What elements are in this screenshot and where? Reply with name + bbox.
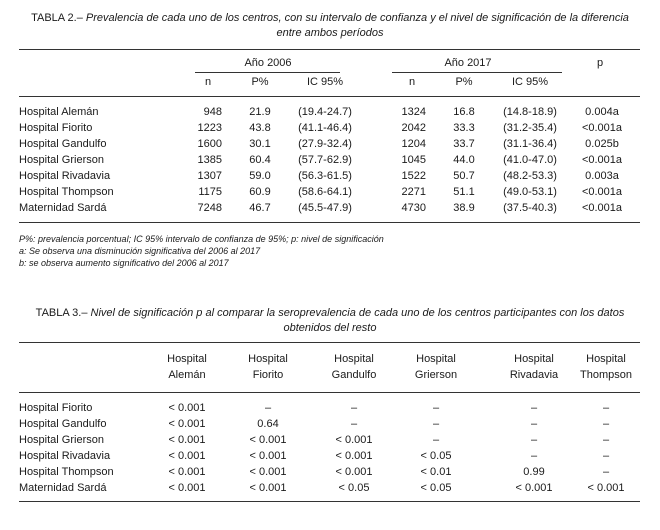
table3-cell: – bbox=[350, 402, 358, 414]
table2-cell-ic2: (41.0-47.0) bbox=[503, 154, 557, 166]
table3-cell: < 0.001 bbox=[249, 434, 287, 446]
table2-note-legend: P%: prevalencia porcentual; IC 95% intervalo de confianza de 95%; p: nivel de significación bbox=[19, 234, 384, 244]
table2-cell-ic2: (49.0-53.1) bbox=[503, 186, 557, 198]
table2-cell-p2: 38.9 bbox=[453, 202, 475, 214]
table2-cell-name: Hospital Fiorito bbox=[19, 122, 93, 134]
table2-cell-name: Hospital Gandulfo bbox=[19, 138, 107, 150]
table2-sub-n-2006: n bbox=[204, 76, 212, 88]
table2-cell-name: Hospital Rivadavia bbox=[19, 170, 111, 182]
table2-note-b: b: se observa aumento significativo del 2006 al 2017 bbox=[19, 258, 229, 268]
table2-cell-ic2: (14.8-18.9) bbox=[503, 106, 557, 118]
table3-header-rule bbox=[19, 392, 640, 393]
table2-cell-n1: 7248 bbox=[197, 202, 222, 214]
table3-cell: 0.99 bbox=[523, 466, 545, 478]
table2-cell-n2: 4730 bbox=[401, 202, 426, 214]
table3-cell: < 0.001 bbox=[168, 418, 206, 430]
table3-caption-line2 bbox=[0, 321, 660, 336]
table3-col-header-line1: Hospital bbox=[514, 353, 554, 365]
table2-sub-ic-2006: IC 95% bbox=[306, 76, 344, 88]
table2-cell-ic2: (31.1-36.4) bbox=[503, 138, 557, 150]
table2-cell-name: Hospital Thompson bbox=[19, 186, 114, 198]
table2-cell-ic1: (58.6-64.1) bbox=[298, 186, 352, 198]
table3-cell: < 0.001 bbox=[168, 482, 206, 494]
table3-col-header-line2: Grierson bbox=[414, 369, 458, 381]
table3-col-header-line1: Hospital bbox=[586, 353, 626, 365]
table3-col-header-line2: Gandulfo bbox=[331, 369, 377, 381]
table3-col-header-line1: Hospital bbox=[167, 353, 207, 365]
table3-cell: – bbox=[530, 402, 538, 414]
table2-cell-ic1: (57.7-62.9) bbox=[298, 154, 352, 166]
table3-cell: – bbox=[602, 418, 610, 430]
table3-title-line1: Nivel de significación p al comparar la seroprevalencia de cada uno de los centros participantes con los datos bbox=[90, 307, 625, 319]
table3-col-header-line1: Hospital bbox=[416, 353, 456, 365]
table3-row-label: Hospital Fiorito bbox=[19, 402, 93, 414]
table2-cell-p2: 44.0 bbox=[453, 154, 475, 166]
table2-cell-p: <0.001a bbox=[581, 122, 623, 134]
table2-cell-n1: 1223 bbox=[197, 122, 222, 134]
table3-cell: < 0.05 bbox=[420, 450, 452, 462]
table3-row-label: Hospital Grierson bbox=[19, 434, 104, 446]
table3-cell: – bbox=[530, 434, 538, 446]
table2-caption-line2 bbox=[0, 26, 660, 41]
table3-row-label: Hospital Rivadavia bbox=[19, 450, 111, 462]
table2-cell-p1: 60.9 bbox=[249, 186, 271, 198]
table2-cell-name: Hospital Grierson bbox=[19, 154, 104, 166]
table2-cell-p: 0.003a bbox=[585, 170, 619, 182]
table3-col-header-line2: Alemán bbox=[168, 369, 206, 381]
table2-sub-ic-2017: IC 95% bbox=[511, 76, 549, 88]
table3-cell: < 0.001 bbox=[335, 450, 373, 462]
table2-cell-n1: 1175 bbox=[198, 186, 222, 198]
table2-cell-ic2: (48.2-53.3) bbox=[503, 170, 557, 182]
table2-cell-name: Maternidad Sardá bbox=[19, 202, 107, 214]
table2-cell-p1: 46.7 bbox=[249, 202, 271, 214]
table2-title-line1: Prevalencia de cada uno de los centros, con su intervalo de confianza y el nivel de significación de la diferencia bbox=[85, 12, 629, 24]
table3-cell: 0.64 bbox=[257, 418, 279, 430]
table2-col-p: p bbox=[596, 57, 604, 69]
table3-label: TABLA 3.– bbox=[35, 307, 88, 319]
table2-cell-p2: 33.3 bbox=[453, 122, 475, 134]
table2-cell-p: <0.001a bbox=[581, 186, 623, 198]
table2-cell-p: <0.001a bbox=[581, 202, 623, 214]
table2-cell-p: 0.004a bbox=[585, 106, 619, 118]
table2-bottom-rule bbox=[19, 222, 640, 223]
table2-2017-underline bbox=[392, 72, 562, 73]
table2-cell-p2: 33.7 bbox=[453, 138, 475, 150]
table3-cell: < 0.001 bbox=[249, 482, 287, 494]
table3-cell: – bbox=[602, 402, 610, 414]
table2-note-a: a: Se observa una disminución significativa del 2006 al 2017 bbox=[19, 246, 261, 256]
table2-cell-p2: 16.8 bbox=[453, 106, 475, 118]
table2-cell-ic1: (19.4-24.7) bbox=[298, 106, 352, 118]
table2-caption bbox=[0, 11, 660, 26]
table3-cell: < 0.001 bbox=[587, 482, 625, 494]
table3-cell: < 0.001 bbox=[335, 466, 373, 478]
table3-cell: – bbox=[602, 450, 610, 462]
table2-cell-n2: 1522 bbox=[401, 170, 426, 182]
table2-cell-p1: 21.9 bbox=[249, 106, 271, 118]
table2-cell-ic1: (45.5-47.9) bbox=[298, 202, 352, 214]
table2-cell-n2: 2042 bbox=[401, 122, 426, 134]
table2-title-line2: entre ambos períodos bbox=[276, 27, 384, 39]
table2-cell-ic1: (41.1-46.4) bbox=[298, 122, 352, 134]
table3-cell: – bbox=[530, 450, 538, 462]
table3-row-label: Hospital Thompson bbox=[19, 466, 114, 478]
table2-header-rule bbox=[19, 96, 640, 97]
table3-row-label: Hospital Gandulfo bbox=[19, 418, 107, 430]
table2-cell-p1: 30.1 bbox=[249, 138, 271, 150]
table3-cell: – bbox=[350, 418, 358, 430]
table2-cell-p1: 43.8 bbox=[249, 122, 271, 134]
table2-cell-n1: 948 bbox=[203, 106, 222, 118]
table3-bottom-rule bbox=[19, 501, 640, 502]
table3-cell: < 0.001 bbox=[168, 450, 206, 462]
table2-sub-n-2017: n bbox=[408, 76, 416, 88]
table3-caption bbox=[0, 306, 660, 321]
table3-cell: < 0.001 bbox=[335, 434, 373, 446]
table3-cell: – bbox=[432, 418, 440, 430]
table2-cell-p: <0.001a bbox=[581, 154, 623, 166]
table3-cell: – bbox=[432, 434, 440, 446]
table2-cell-name: Hospital Alemán bbox=[19, 106, 99, 118]
table2-cell-n1: 1600 bbox=[197, 138, 222, 150]
table2-cell-n2: 2271 bbox=[401, 186, 426, 198]
table3-cell: < 0.001 bbox=[168, 402, 206, 414]
table3-cell: – bbox=[530, 418, 538, 430]
table2-cell-ic1: (27.9-32.4) bbox=[298, 138, 352, 150]
table2-cell-p1: 59.0 bbox=[249, 170, 271, 182]
table2-cell-p2: 51.1 bbox=[453, 186, 475, 198]
table3-col-header-line2: Thompson bbox=[580, 369, 632, 381]
table2-label: TABLA 2.– bbox=[31, 12, 83, 24]
table3-cell: – bbox=[432, 402, 440, 414]
table3-cell: < 0.001 bbox=[168, 466, 206, 478]
table2-cell-n2: 1045 bbox=[401, 154, 426, 166]
table3-cell: < 0.001 bbox=[168, 434, 206, 446]
table3-cell: – bbox=[264, 402, 272, 414]
table2-cell-ic1: (56.3-61.5) bbox=[298, 170, 352, 182]
table3-col-header-line1: Hospital bbox=[334, 353, 374, 365]
table2-2006-underline bbox=[195, 72, 340, 73]
table3-cell: – bbox=[602, 466, 610, 478]
table2-top-rule bbox=[19, 49, 640, 50]
table3-cell: < 0.01 bbox=[420, 466, 452, 478]
table3-col-header-line1: Hospital bbox=[248, 353, 288, 365]
table3-cell: < 0.001 bbox=[515, 482, 553, 494]
table2-group-2017: Año 2017 bbox=[444, 57, 492, 69]
table2-cell-n2: 1204 bbox=[401, 138, 426, 150]
table3-row-label: Maternidad Sardá bbox=[19, 482, 107, 494]
table2-cell-p: 0.025b bbox=[585, 138, 619, 150]
table2-cell-n1: 1385 bbox=[197, 154, 222, 166]
table2-cell-ic2: (37.5-40.3) bbox=[503, 202, 557, 214]
table3-col-header-line2: Rivadavia bbox=[509, 369, 559, 381]
table3-cell: < 0.05 bbox=[338, 482, 370, 494]
table2-sub-p-2006: P% bbox=[251, 76, 269, 88]
table2-group-2006: Año 2006 bbox=[244, 57, 292, 69]
table3-cell: – bbox=[602, 434, 610, 446]
table3-title-line2: obtenidos del resto bbox=[283, 322, 377, 334]
table2-cell-ic2: (31.2-35.4) bbox=[503, 122, 557, 134]
table3-col-header-line2: Fiorito bbox=[252, 369, 284, 381]
table3-cell: < 0.05 bbox=[420, 482, 452, 494]
table2-cell-p1: 60.4 bbox=[249, 154, 271, 166]
table2-cell-p2: 50.7 bbox=[453, 170, 475, 182]
table3-cell: < 0.001 bbox=[249, 450, 287, 462]
table3-top-rule bbox=[19, 342, 640, 343]
table2-sub-p-2017: P% bbox=[455, 76, 473, 88]
table3-cell: < 0.001 bbox=[249, 466, 287, 478]
table2-cell-n1: 1307 bbox=[197, 170, 222, 182]
table2-cell-n2: 1324 bbox=[401, 106, 426, 118]
